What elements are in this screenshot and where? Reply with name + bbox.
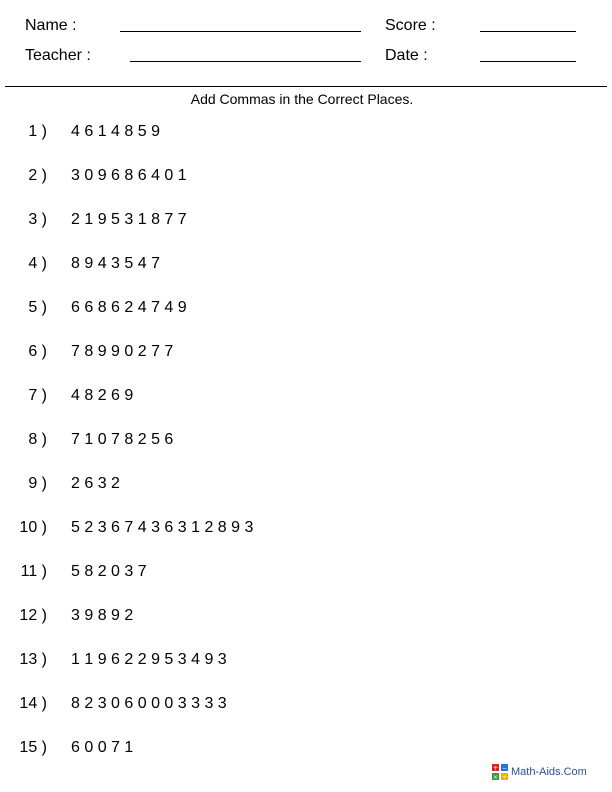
problem-digits: 7 8 9 9 0 2 7 7: [71, 343, 174, 360]
problem-digits: 2 1 9 5 3 1 8 7 7: [71, 211, 187, 228]
problem-number: 7 ): [28, 387, 47, 404]
problem-number: 12 ): [19, 607, 47, 624]
problem-digits: 6 6 8 6 2 4 7 4 9: [71, 299, 187, 316]
problem-number: 8 ): [28, 431, 47, 448]
problem-digits: 6 0 0 7 1: [71, 739, 134, 756]
problem-number: 11 ): [20, 563, 47, 580]
date-label: Date :: [385, 47, 428, 64]
problem-number: 3 ): [28, 211, 47, 228]
problem-digits: 2 6 3 2: [71, 475, 120, 492]
svg-text:×: ×: [492, 774, 499, 780]
problem-number: 9 ): [28, 475, 47, 492]
instructions: Add Commas in the Correct Places.: [190, 91, 414, 107]
problem-digits: 1 1 9 6 2 2 9 5 3 4 9 3: [71, 651, 227, 668]
problem-number: 10 ): [19, 519, 47, 536]
problem-digits: 4 8 2 6 9: [71, 387, 134, 404]
problem-digits: 5 2 3 6 7 4 3 6 3 1 2 8 9 3: [71, 519, 254, 536]
header-divider: [5, 86, 607, 87]
problem-digits: 7 1 0 7 8 2 5 6: [71, 431, 174, 448]
teacher-field[interactable]: [130, 61, 361, 62]
date-field[interactable]: [480, 61, 576, 62]
problem-digits: 3 0 9 6 8 6 4 0 1: [71, 167, 187, 184]
problem-number: 13 ): [19, 651, 47, 668]
problem-number: 2 ): [28, 167, 47, 184]
svg-text:+: +: [492, 765, 499, 772]
svg-text:−: −: [501, 765, 508, 772]
problem-number: 6 ): [28, 343, 47, 360]
problem-digits: 8 9 4 3 5 4 7: [71, 255, 160, 272]
svg-text:÷: ÷: [501, 774, 508, 780]
brand-link[interactable]: Math-Aids.Com: [511, 766, 587, 778]
problem-digits: 3 9 8 9 2: [71, 607, 134, 624]
problem-number: 4 ): [28, 255, 47, 272]
math-aids-logo-icon: [492, 764, 508, 780]
problem-number: 14 ): [19, 695, 47, 712]
problem-number: 15 ): [19, 739, 47, 756]
problem-digits: 5 8 2 0 3 7: [71, 563, 147, 580]
score-field[interactable]: [480, 31, 576, 32]
problem-number: 1 ): [28, 123, 47, 140]
score-label: Score :: [385, 17, 436, 34]
name-field[interactable]: [120, 31, 361, 32]
name-label: Name :: [25, 17, 77, 34]
teacher-label: Teacher :: [25, 47, 91, 64]
problem-digits: 8 2 3 0 6 0 0 0 3 3 3 3: [71, 695, 227, 712]
footer-brand[interactable]: [492, 764, 587, 780]
problem-number: 5 ): [28, 299, 47, 316]
problem-digits: 4 6 1 4 8 5 9: [71, 123, 160, 140]
